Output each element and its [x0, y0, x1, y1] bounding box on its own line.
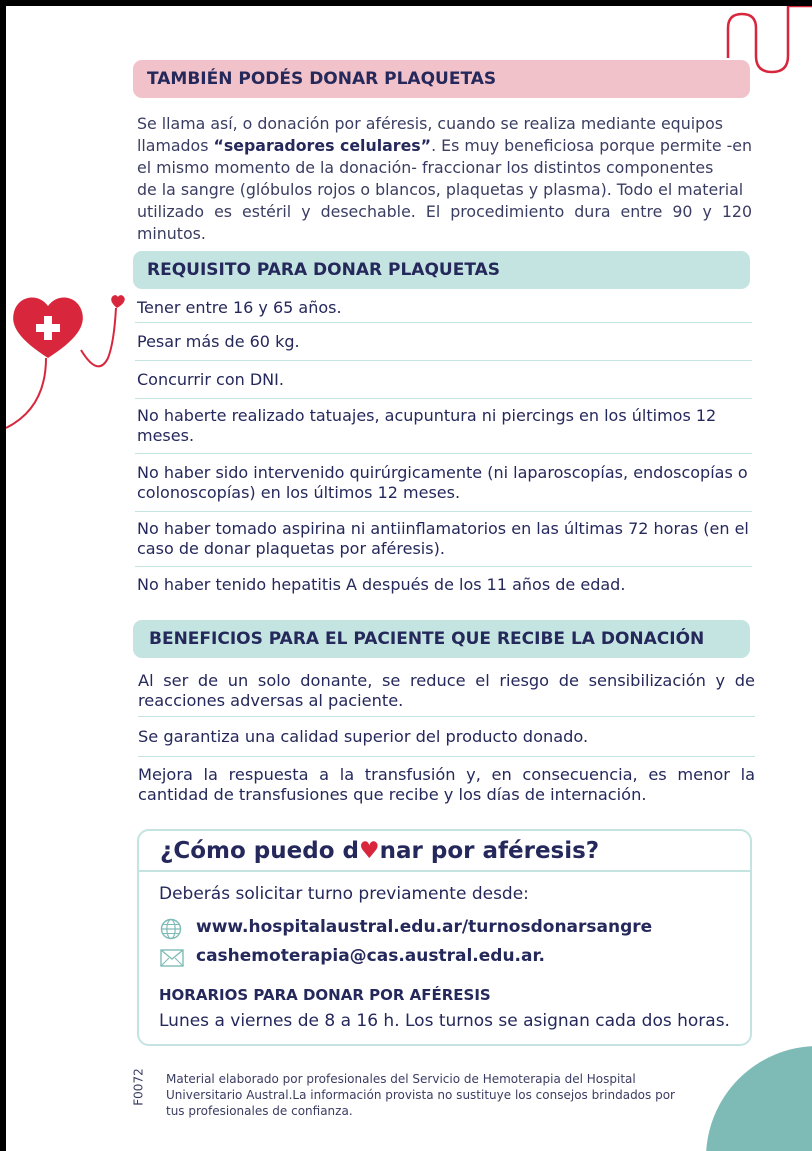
section-header-requirements — [133, 251, 750, 289]
heart-plus-decoration — [6, 288, 136, 433]
benefits-list — [138, 665, 755, 813]
section-title: REQUISITO PARA DONAR PLAQUETAS — [147, 260, 500, 280]
list-item: No haberte realizado tatuajes, acupuntura ni piercings en los últimos 12 meses. — [135, 399, 752, 454]
corner-circle-decoration — [700, 1040, 812, 1151]
paragraph-line: utilizado es estéril y desechable. El procedimiento dura entre 90 y 120 minutos. — [137, 202, 752, 243]
box-title: ¿Cómo puedo d♥nar por aféresis? — [160, 838, 600, 864]
paragraph-line: llamados “separadores celulares”. Es muy beneficiosa porque permite -en — [137, 136, 753, 155]
section-title: BENEFICIOS PARA EL PACIENTE QUE RECIBE LA DONACIÓN — [149, 629, 705, 649]
box-divider — [139, 870, 750, 872]
requirements-list — [135, 293, 752, 603]
hours-text: Lunes a viernes de 8 a 16 h. Los turnos se asignan cada dos horas. — [159, 1011, 730, 1031]
paragraph-line: el mismo momento de la donación- fraccionar los distintos componentes — [137, 158, 714, 177]
section-header-platelets — [133, 60, 750, 98]
paragraph-line: de la sangre (glóbulos rojos o blancos, plaquetas y plasma). Todo el material — [137, 180, 744, 199]
list-item: Pesar más de 60 kg. — [135, 323, 752, 361]
list-item: Se garantiza una calidad superior del producto donado. — [138, 717, 755, 757]
footer-disclaimer: Material elaborado por profesionales del Servicio de Hemoterapia del Hospital Universitario Austral.La información provista no sustituye los consejos brindados por tus profesionales de confianza. — [166, 1072, 675, 1118]
list-item: Tener entre 16 y 65 años. — [135, 293, 752, 323]
box-intro: Deberás solicitar turno previamente desde: — [159, 884, 529, 904]
document-code: F0072 — [131, 1068, 146, 1106]
website-link[interactable]: www.hospitalaustral.edu.ar/turnosdonarsangre — [196, 917, 653, 937]
mail-icon — [160, 949, 184, 967]
list-item: No haber tenido hepatitis A después de los 11 años de edad. — [137, 575, 626, 594]
section-header-benefits — [133, 620, 750, 658]
hours-title: HORARIOS PARA DONAR POR AFÉRESIS — [159, 986, 491, 1004]
list-item: No haber tomado aspirina ni antiinflamatorios en las últimas 72 horas (en el caso de donar plaquetas por aféresis). — [135, 512, 752, 567]
list-item: No haber sido intervenido quirúrgicamente (ni laparoscopías, endoscopías o colonoscopías) en los últimos 12 meses. — [135, 454, 752, 512]
platelets-description — [137, 113, 752, 245]
section-title: TAMBIÉN PODÉS DONAR PLAQUETAS — [147, 69, 497, 89]
paragraph-line: Se llama así, o donación por aféresis, cuando se realiza mediante equipos — [137, 114, 724, 133]
globe-icon — [160, 918, 182, 940]
list-item: Mejora la respuesta a la transfusión y, en consecuencia, es menor la cantidad de transfusiones que recibe y los días de internación. — [138, 765, 755, 804]
heart-icon: ♥ — [358, 838, 380, 864]
left-edge — [0, 0, 6, 1151]
list-item: Concurrir con DNI. — [135, 361, 752, 399]
list-item: Al ser de un solo donante, se reduce el riesgo de sensibilización y de reacciones adversas al paciente. — [138, 665, 755, 717]
email-link[interactable]: cashemoterapia@cas.austral.edu.ar. — [196, 946, 545, 966]
